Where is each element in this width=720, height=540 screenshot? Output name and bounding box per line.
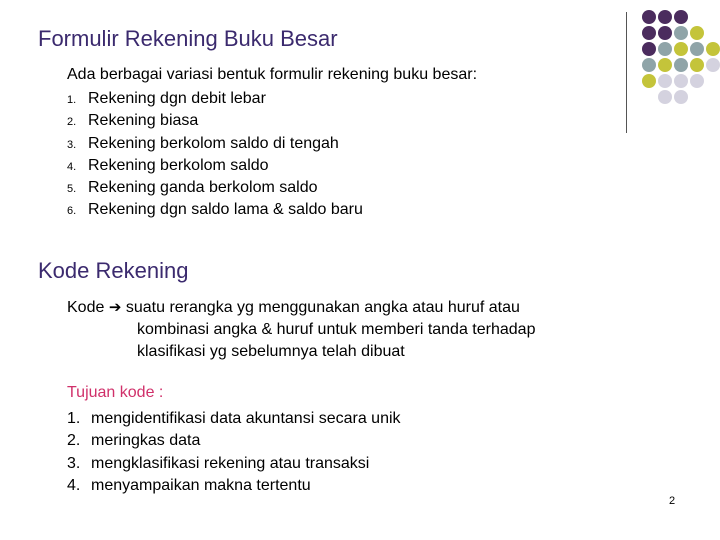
definition-text: kombinasi angka & huruf untuk memberi tanda terhadap	[137, 321, 536, 338]
list-number: 1.	[67, 410, 81, 427]
decorative-dot	[674, 90, 688, 104]
list-text: Rekening biasa	[88, 112, 199, 130]
list-item	[67, 475, 401, 497]
list-number: 6.	[67, 205, 77, 218]
list-item	[67, 88, 363, 110]
definition-text: suatu rerangka yg menggunakan angka atau huruf atau	[125, 299, 520, 316]
list-item	[67, 110, 363, 132]
list-item	[67, 199, 363, 221]
list-number: 3.	[67, 454, 81, 472]
decorative-dot	[658, 42, 672, 56]
decorative-dot	[690, 42, 704, 56]
section-title: Kode Rekening	[38, 258, 189, 283]
intro-text: Ada berbagai variasi bentuk formulir rekening buku besar:	[67, 66, 478, 83]
decorative-dot	[658, 10, 672, 24]
decorative-dot	[642, 42, 656, 56]
list-number: 2.	[67, 116, 77, 129]
list-number: 1.	[67, 94, 77, 106]
decorative-dot	[690, 26, 704, 40]
arrow-icon: ➔	[108, 299, 122, 316]
variant-list	[67, 88, 363, 222]
decorative-dot	[642, 58, 656, 72]
page-number: 2	[669, 495, 676, 507]
decorative-dot	[658, 58, 672, 72]
decorative-dot	[658, 90, 672, 104]
list-text: Rekening dgn saldo lama & saldo baru	[88, 201, 363, 219]
list-text: Rekening berkolom saldo di tengah	[88, 134, 339, 152]
list-number: 2.	[67, 432, 81, 450]
decorative-dot	[674, 42, 688, 56]
decorative-dot	[690, 58, 704, 72]
list-number: 4.	[67, 160, 77, 173]
decorative-dot	[658, 74, 672, 88]
decorative-dot	[658, 26, 672, 40]
decorative-dot	[674, 10, 688, 24]
list-text: meringkas data	[91, 432, 201, 450]
definition-text: klasifikasi yg sebelumnya telah dibuat	[137, 343, 405, 360]
definition-block	[67, 297, 535, 363]
decorative-dot	[642, 26, 656, 40]
list-item	[67, 177, 363, 199]
decorative-dot	[706, 42, 720, 56]
list-item	[67, 155, 363, 177]
decorative-dot	[642, 10, 656, 24]
definition-line	[67, 297, 535, 319]
list-text: Rekening berkolom saldo	[88, 156, 269, 174]
list-number: 4.	[67, 476, 81, 494]
list-text: mengklasifikasi rekening atau transaksi	[91, 454, 370, 472]
list-number: 5.	[67, 183, 77, 196]
list-item	[67, 430, 401, 452]
decorative-dot	[674, 26, 688, 40]
list-item	[67, 408, 401, 430]
decorative-dot	[706, 58, 720, 72]
slide-title: Formulir Rekening Buku Besar	[38, 26, 338, 51]
list-text: Rekening dgn debit lebar	[88, 90, 266, 107]
tujuan-list	[67, 408, 401, 497]
decorative-dot	[674, 74, 688, 88]
tujuan-heading: Tujuan kode :	[67, 384, 164, 401]
list-item	[67, 133, 363, 155]
list-text: menyampaikan makna tertentu	[91, 476, 311, 494]
list-text: Rekening ganda berkolom saldo	[88, 179, 318, 197]
decorative-dot	[690, 74, 704, 88]
list-number: 3.	[67, 138, 77, 151]
definition-term: Kode	[67, 299, 105, 316]
list-text: mengidentifikasi data akuntansi secara unik	[91, 410, 401, 427]
decorative-dot	[642, 74, 656, 88]
decorative-dot	[674, 58, 688, 72]
list-item	[67, 453, 401, 475]
